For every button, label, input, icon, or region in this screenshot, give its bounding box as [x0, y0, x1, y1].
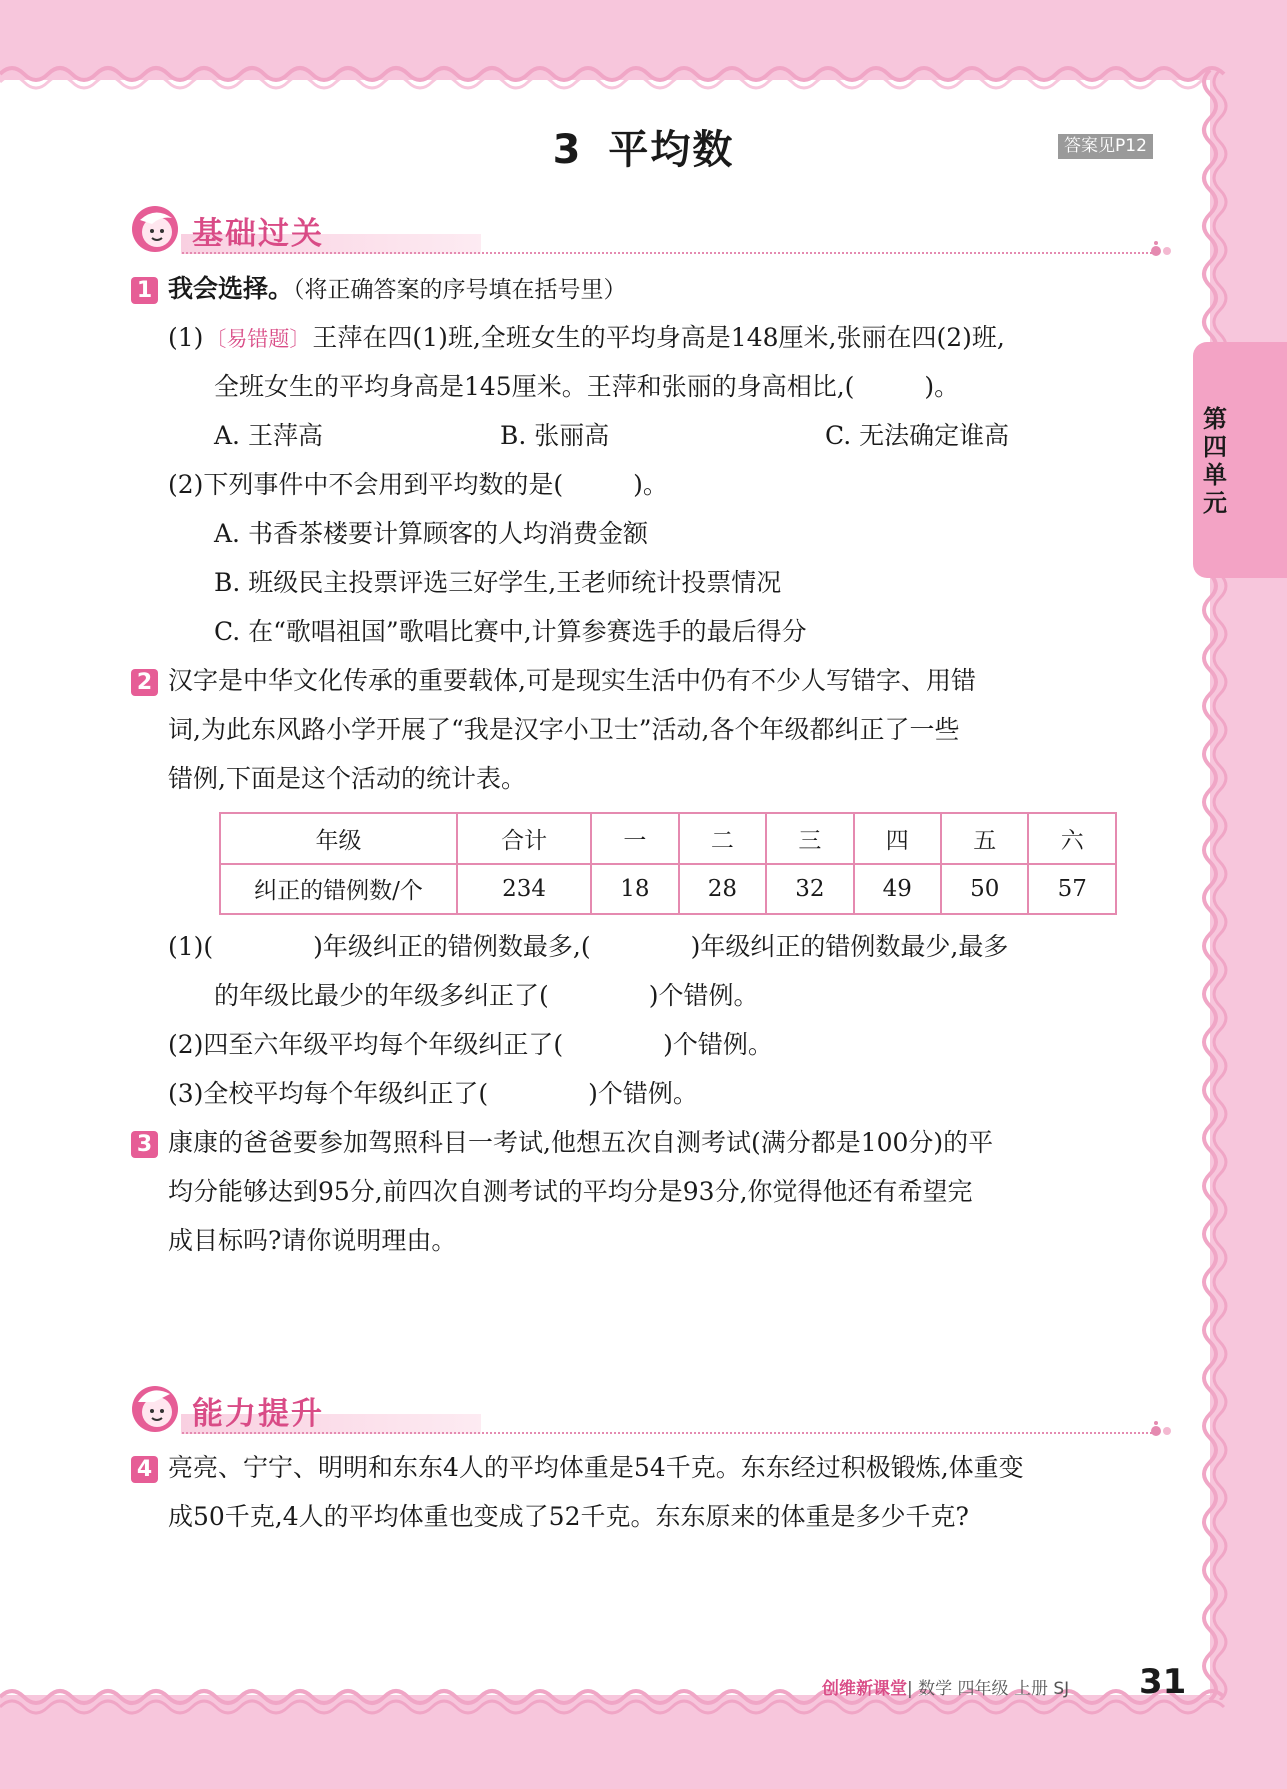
- question-3-line-2: 均分能够达到95分,前四次自测考试的平均分是93分,你觉得他还有希望完: [168, 1177, 973, 1206]
- table-cell: 32: [766, 864, 853, 915]
- question-2-2-text-2: )个错例。: [663, 1030, 773, 1059]
- question-1-1-line-1: [168, 323, 1005, 354]
- lesson-title: 平均数: [608, 127, 735, 173]
- question-1-title: [168, 274, 627, 305]
- answer-reference-badge: 答案见P12: [1058, 134, 1153, 159]
- question-1-1-line-2: [214, 372, 959, 402]
- question-1-1-text-3: )。: [924, 372, 960, 401]
- page-footer: [822, 1674, 1069, 1699]
- question-2-2-line: [168, 1030, 773, 1060]
- lesson-number: 3: [552, 127, 583, 173]
- table-cell: 三: [766, 813, 853, 864]
- table-cell: 合计: [457, 813, 591, 864]
- table-header-row: [220, 813, 1116, 864]
- question-1-1-text-2: 全班女生的平均身高是145厘米。王萍和张丽的身高相比,(: [214, 372, 855, 401]
- table-cell: 57: [1028, 864, 1116, 915]
- question-1-2-text-2: )。: [633, 470, 668, 499]
- section-divider: [182, 252, 1152, 254]
- question-1-1-text: 王萍在四(1)班,全班女生的平均身高是148厘米,张丽在四(2)班,: [312, 323, 1005, 352]
- question-2-1-text-4: 的年级比最少的年级多纠正了(: [214, 981, 549, 1010]
- question-2-line-3: 错例,下面是这个活动的统计表。: [168, 764, 526, 793]
- decorative-dots-icon: [1150, 241, 1176, 261]
- option-1-2-a: A. 书香茶楼要计算顾客的人均消费金额: [214, 519, 648, 548]
- question-1-2-text: (2)下列事件中不会用到平均数的是(: [168, 470, 564, 499]
- table-cell: 49: [854, 864, 941, 915]
- footer-info: | 数学 四年级 上册 SJ: [907, 1679, 1070, 1699]
- question-1-instruction: 我会选择。: [168, 274, 294, 303]
- question-number-1: 1: [131, 277, 158, 304]
- footer-brand: 创维新课堂: [822, 1679, 907, 1699]
- section-header-advanced: [126, 1384, 1166, 1434]
- table-cell: 纠正的错例数/个: [220, 864, 457, 915]
- question-3-line-3: 成目标吗?请你说明理由。: [168, 1226, 457, 1255]
- table-cell: 234: [457, 864, 591, 915]
- unit-side-tab-label: 第四单元: [1203, 405, 1227, 517]
- table-cell: 四: [854, 813, 941, 864]
- question-2-1-text-3: )年级纠正的错例数最少,最多: [690, 932, 1009, 961]
- question-2-3-line: [168, 1079, 698, 1109]
- section-header-basic: [126, 204, 1166, 254]
- option-1-2-c: C. 在“歌唱祖国”歌唱比赛中,计算参赛选手的最后得分: [214, 617, 807, 646]
- question-2-1-line-2: [214, 981, 759, 1011]
- question-number-2: 2: [131, 669, 158, 696]
- wavy-border-bottom: [0, 1683, 1287, 1723]
- table-cell: 一: [591, 813, 678, 864]
- table-cell: 18: [591, 864, 678, 915]
- option-1-2-b: B. 班级民主投票评选三好学生,王老师统计投票情况: [214, 568, 782, 597]
- question-2-1-line-1: [168, 932, 1008, 962]
- question-2-line-1: 汉字是中华文化传承的重要载体,可是现实生活中仍有不少人写错字、用错: [168, 666, 976, 695]
- question-2-1-text-5: )个错例。: [648, 981, 759, 1010]
- option-1-1-b: B. 张丽高: [500, 421, 610, 450]
- option-1-1-c: C. 无法确定谁高: [825, 421, 1010, 450]
- table-cell: 50: [941, 864, 1028, 915]
- question-3-line-1: 康康的爸爸要参加驾照科目一考试,他想五次自测考试(满分都是100分)的平: [168, 1128, 994, 1157]
- statistics-table: [219, 812, 1117, 915]
- question-2-1-text: (1)(: [168, 932, 214, 961]
- question-2-line-2: 词,为此东风路小学开展了“我是汉字小卫士”活动,各个年级都纠正了一些: [168, 715, 960, 744]
- option-1-1-a: A. 王萍高: [214, 421, 323, 450]
- question-2-3-text-2: )个错例。: [588, 1079, 698, 1108]
- wavy-border-top: [0, 52, 1287, 92]
- cartoon-character-icon: [130, 204, 180, 254]
- question-1-note: （将正确答案的序号填在括号里）: [293, 277, 627, 303]
- table-cell: 六: [1028, 813, 1116, 864]
- table-cell: 年级: [220, 813, 457, 864]
- question-4-line-1: 亮亮、宁宁、明明和东东4人的平均体重是54千克。东东经过积极锻炼,体重变: [168, 1453, 1024, 1482]
- question-1-1-prefix: (1): [168, 323, 204, 352]
- error-prone-tag: 〔易错题〕: [205, 327, 311, 351]
- wavy-border-right: [1196, 70, 1236, 1700]
- table-cell: 五: [941, 813, 1028, 864]
- question-2-2-text: (2)四至六年级平均每个年级纠正了(: [168, 1030, 564, 1059]
- table-cell: 二: [679, 813, 766, 864]
- question-1-2-line: [168, 470, 668, 500]
- section-title-basic: 基础过关: [192, 216, 324, 252]
- question-4-line-2: 成50千克,4人的平均体重也变成了52千克。东东原来的体重是多少千克?: [168, 1502, 969, 1531]
- section-divider: [182, 1432, 1152, 1434]
- question-number-4: 4: [131, 1456, 158, 1483]
- table-cell: 28: [679, 864, 766, 915]
- question-2-3-text: (3)全校平均每个年级纠正了(: [168, 1079, 489, 1108]
- table-row: [220, 864, 1116, 915]
- cartoon-character-icon: [130, 1384, 180, 1434]
- page-number: 31: [1139, 1662, 1187, 1702]
- decorative-dots-icon: [1150, 1421, 1176, 1441]
- question-number-3: 3: [131, 1131, 158, 1158]
- section-title-advanced: 能力提升: [192, 1396, 324, 1432]
- question-2-1-text-2: )年级纠正的错例数最多,(: [313, 932, 591, 961]
